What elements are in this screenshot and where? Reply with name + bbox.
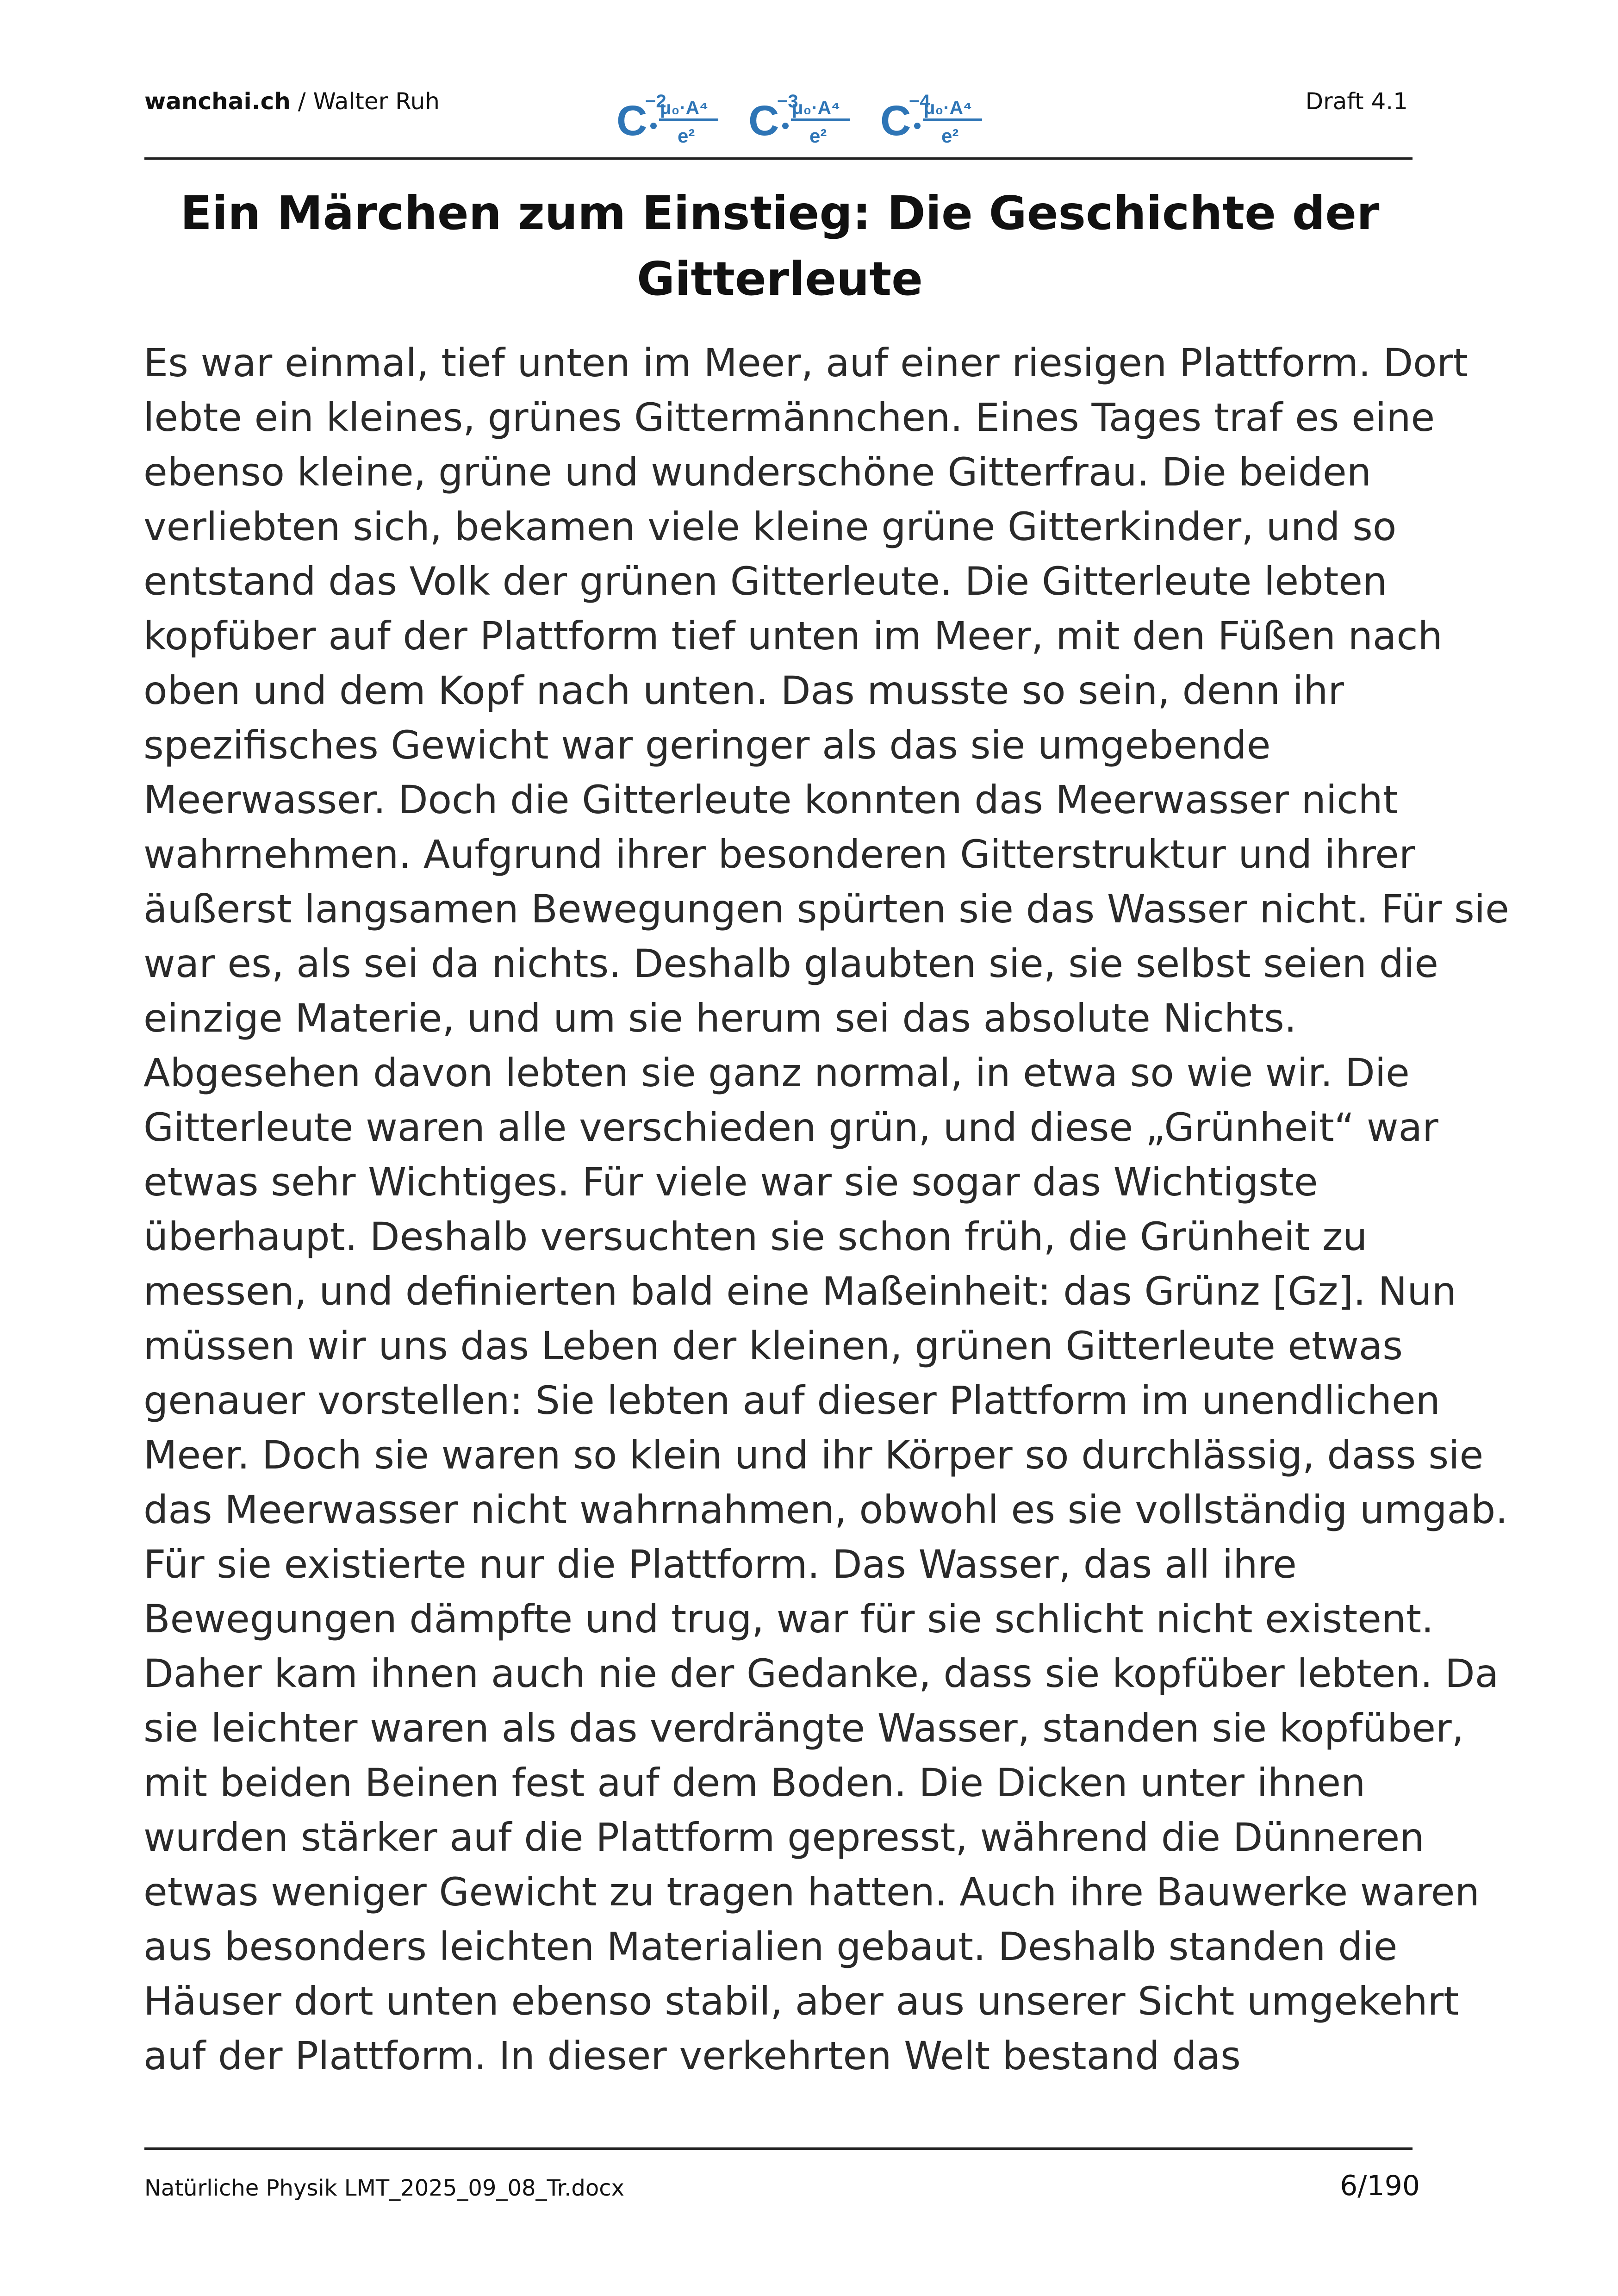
footer-divider — [144, 2147, 1413, 2150]
body-line: einzige Materie, und um sie herum sei das absolute Nichts. — [143, 996, 1297, 1041]
body-line: genauer vorstellen: Sie lebten auf dieser Plattform im unendlichen — [143, 1378, 1440, 1423]
page-title — [167, 180, 1393, 312]
header-divider — [144, 157, 1413, 160]
logo-fraction-bar — [659, 118, 718, 121]
logo-formula — [880, 91, 982, 147]
body-line: auf der Plattform. In dieser verkehrten Welt bestand das — [143, 2033, 1241, 2078]
body-paragraph — [143, 336, 1509, 2083]
body-line: war es, als sei da nichts. Deshalb glaubten sie, sie selbst seien die — [143, 941, 1438, 986]
logo-base: C — [880, 97, 911, 144]
logo-fraction-bar — [923, 118, 982, 121]
logo-exponent: −4 — [909, 91, 930, 112]
body-line: entstand das Volk der grünen Gitterleute. Die Gitterleute lebten — [143, 559, 1388, 604]
site-name: wanchai.ch — [144, 88, 291, 115]
logo-dot — [782, 123, 789, 129]
body-line: mit beiden Beinen fest auf dem Boden. Die Dicken unter ihnen — [143, 1760, 1366, 1805]
footer-filename: Natürliche Physik LMT_2025_09_08_Tr.docx — [144, 2175, 625, 2201]
logo-denominator: e² — [941, 125, 959, 147]
body-line: Es war einmal, tief unten im Meer, auf einer riesigen Plattform. Dort — [143, 340, 1469, 386]
logo-numerator: μ₀·A⁴ — [924, 98, 972, 118]
body-line: spezifisches Gewicht war geringer als das sie umgebende — [143, 722, 1271, 768]
logo-base: C — [748, 97, 779, 144]
body-line: aus besonders leichten Materialien gebaut. Deshalb standen die — [143, 1924, 1398, 1969]
body-line: überhaupt. Deshalb versuchten sie schon früh, die Grünheit zu — [143, 1214, 1368, 1259]
page-header — [144, 79, 1413, 162]
body-line: Für sie existierte nur die Plattform. Das Wasser, das all ihre — [143, 1542, 1297, 1587]
body-line: etwas sehr Wichtiges. Für viele war sie sogar das Wichtigste — [143, 1159, 1318, 1205]
logo-fraction-bar — [791, 118, 850, 121]
body-line: etwas weniger Gewicht zu tragen hatten. Auch ihre Bauwerke waren — [143, 1869, 1480, 1915]
body-line: sie leichter waren als das verdrängte Wasser, standen sie kopfüber, — [143, 1705, 1464, 1751]
body-line: Gitterleute waren alle verschieden grün, und diese „Grünheit“ war — [143, 1105, 1438, 1150]
header-separator: / — [290, 88, 313, 115]
body-line: Häuser dort unten ebenso stabil, aber aus unserer Sicht umgekehrt — [143, 1979, 1459, 2024]
body-line: oben und dem Kopf nach unten. Das musste so sein, denn ihr — [143, 668, 1344, 713]
logo-numerator: μ₀·A⁴ — [792, 98, 840, 118]
body-line: das Meerwasser nicht wahrnahmen, obwohl es sie vollständig umgab. — [143, 1487, 1508, 1532]
body-line: Bewegungen dämpfte und trug, war für sie schlicht nicht existent. — [143, 1596, 1434, 1642]
page-number: 6/190 — [1340, 2170, 1420, 2202]
logo-formula — [616, 91, 718, 147]
author-name: Walter Ruh — [313, 88, 440, 115]
body-line: messen, und definierten bald eine Maßeinheit: das Grünz [Gz]. Nun — [143, 1269, 1456, 1314]
title-line-2: Gitterleute — [636, 252, 923, 306]
body-line: wahrnehmen. Aufgrund ihrer besonderen Gitterstruktur und ihrer — [143, 832, 1415, 877]
header-author — [144, 88, 440, 115]
logo-numerator: μ₀·A⁴ — [660, 98, 709, 118]
logo-base: C — [616, 97, 647, 144]
logo-denominator: e² — [678, 125, 695, 147]
logo-formula — [748, 91, 850, 147]
body-line: müssen wir uns das Leben der kleinen, grünen Gitterleute etwas — [143, 1323, 1403, 1369]
body-line: ebenso kleine, grüne und wunderschöne Gitterfrau. Die beiden — [143, 449, 1371, 495]
logo-exponent: −3 — [777, 91, 798, 112]
body-line: Abgesehen davon lebten sie ganz normal, in etwa so wie wir. Die — [143, 1050, 1410, 1095]
body-line: verliebten sich, bekamen viele kleine grüne Gitterkinder, und so — [143, 504, 1397, 549]
logo-exponent: −2 — [645, 91, 666, 112]
logo-dot — [650, 123, 657, 129]
body-line: äußerst langsamen Bewegungen spürten sie das Wasser nicht. Für sie — [143, 886, 1509, 932]
logo-denominator: e² — [809, 125, 827, 147]
body-line: wurden stärker auf die Plattform gepresst, während die Dünneren — [143, 1815, 1425, 1860]
body-line: Meer. Doch sie waren so klein und ihr Körper so durchlässig, dass sie — [143, 1432, 1484, 1478]
body-line: Meerwasser. Doch die Gitterleute konnten das Meerwasser nicht — [143, 777, 1398, 822]
body-line: Daher kam ihnen auch nie der Gedanke, dass sie kopfüber lebten. Da — [143, 1651, 1499, 1696]
logo-dot — [914, 123, 921, 129]
formula-logo — [616, 83, 1005, 153]
draft-label: Draft 4.1 — [1305, 88, 1408, 115]
title-line-1: Ein Märchen zum Einstieg: Die Geschichte der — [180, 186, 1380, 240]
body-line: lebte ein kleines, grünes Gittermännchen. Eines Tages traf es eine — [143, 395, 1435, 440]
body-line: kopfüber auf der Plattform tief unten im Meer, mit den Füßen nach — [143, 613, 1443, 659]
